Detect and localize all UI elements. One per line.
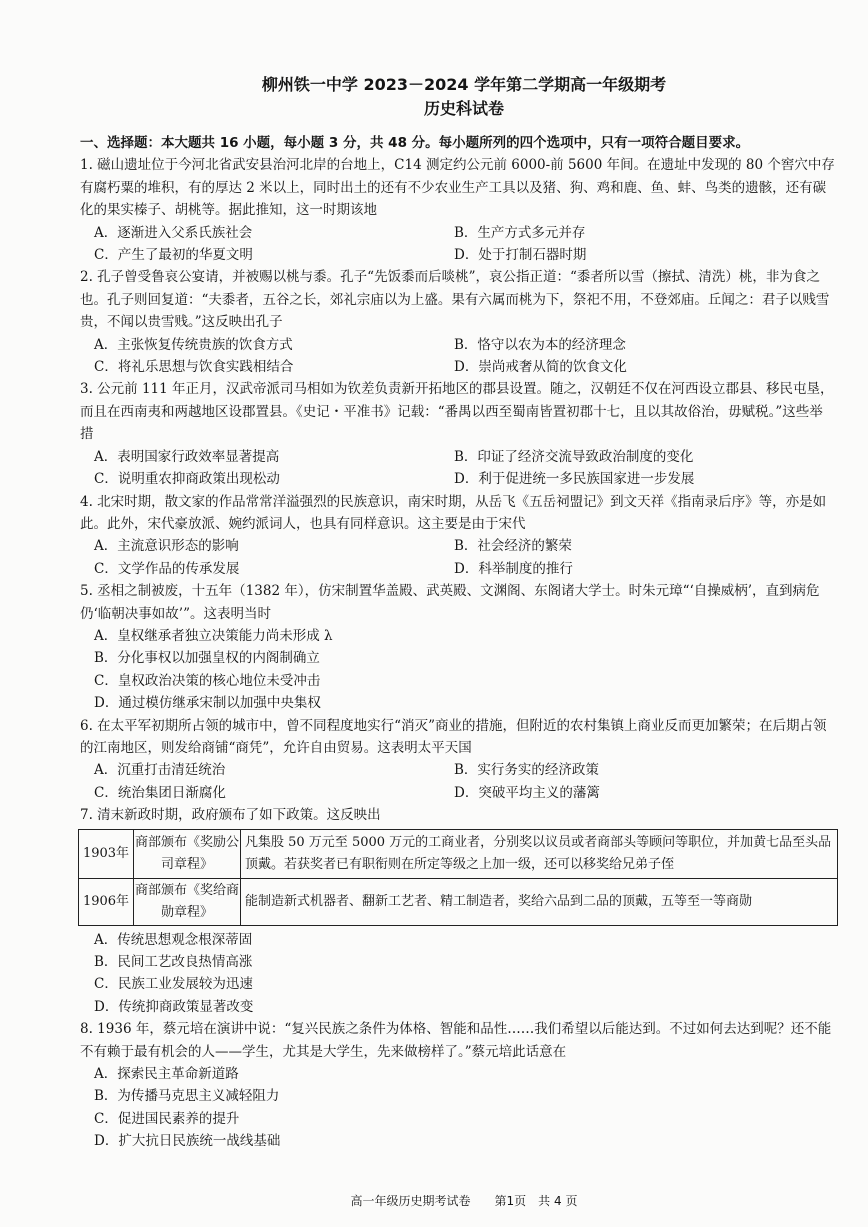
school-title: 柳州铁一中学 2023－2024 学年第二学期高一年级期考 bbox=[261, 75, 667, 94]
q2-option-a: A．主张恢复传统贵族的饮食方式 bbox=[94, 336, 293, 353]
q8-option-d: D．扩大抗日民族统一战线基础 bbox=[94, 1133, 281, 1150]
question-3-options bbox=[80, 446, 835, 491]
q1-option-c: C．产生了最初的华夏文明 bbox=[94, 247, 253, 264]
q6-option-b: B．实行务实的经济政策 bbox=[454, 762, 599, 779]
question-6-stem: 6. 在太平军初期所占领的城市中，曾不同程度地实行“消灭”商业的措施，但附近的农村集镇上商业反而更加繁荣；在后期占领的江南地区，则发给商铺“商凭”，允许自由贸易。这表明太平天国 bbox=[80, 717, 827, 756]
q5-option-c: C．皇权政治决策的核心地位未受冲击 bbox=[94, 672, 321, 689]
table-cell-content: 能制造新式机器者、翻新工艺者、精工制造者，奖给六品到二品的顶戴，五等至一等商勋 bbox=[241, 878, 838, 925]
q4-option-a: A．主流意识形态的影响 bbox=[94, 538, 239, 555]
question-5-stem: 5. 丞相之制被废，十五年（1382 年），仿宋制置华盖殿、武英殿、文渊阁、东阁诸大学士。时朱元璋“‘自操威柄’，直到病危仍‘临朝决事如故’”。这表明当时 bbox=[80, 583, 820, 622]
question-2-options bbox=[80, 334, 835, 379]
table-row bbox=[79, 829, 838, 878]
question-8-options bbox=[80, 1063, 835, 1153]
question-4-stem: 4. 北宋时期，散文家的作品常常洋溢强烈的民族意识，南宋时期，从岳飞《五岳祠盟记》到文天祥《指南录后序》等，亦是如此。此外，宋代豪放派、婉约派词人，也具有同样意识。这主要是由于宋代 bbox=[80, 493, 827, 532]
q3-option-d: D．利于促进统一多民族国家进一步发展 bbox=[454, 471, 695, 488]
q4-option-d: D．科举制度的推行 bbox=[454, 560, 573, 577]
table-cell-year: 1906年 bbox=[79, 878, 134, 925]
subject-title: 历史科试卷 bbox=[423, 99, 504, 118]
q8-option-a: A．探索民主革命新道路 bbox=[94, 1066, 239, 1083]
q6-option-d: D．突破平均主义的藩篱 bbox=[454, 784, 600, 801]
q5-option-b: B．分化事权以加强皇权的内阁制确立 bbox=[94, 650, 320, 667]
q7-option-c: C．民族工业发展较为迅速 bbox=[94, 976, 253, 993]
q7-option-a: A．传统思想观念根深蒂固 bbox=[94, 931, 253, 948]
q4-option-b: B．社会经济的繁荣 bbox=[454, 538, 572, 555]
q7-option-b: B．民间工艺改良热情高涨 bbox=[94, 954, 253, 970]
table-cell-content: 凡集股 50 万元至 5000 万元的工商业者，分别奖以议员或者商部头等顾问等职位，并加黄七品至头品顶戴。若获奖者已有职衔则在所定等级之上加一级，还可以移奖给兄弟子侄 bbox=[241, 829, 838, 878]
q1-option-b: B．生产方式多元并存 bbox=[454, 224, 586, 241]
exam-content bbox=[80, 132, 835, 1153]
q2-option-d: D．崇尚戒奢从简的饮食文化 bbox=[454, 359, 627, 376]
q2-option-b: B．恪守以农为本的经济理念 bbox=[454, 336, 626, 353]
question-7-stem: 7. 清末新政时期，政府颁布了如下政策。这反映出 bbox=[80, 807, 381, 824]
q2-option-c: C．将礼乐思想与饮食实践相结合 bbox=[94, 359, 294, 376]
q1-option-d: D．处于打制石器时期 bbox=[454, 247, 587, 264]
question-5-options bbox=[80, 625, 835, 715]
question-2-stem: 2. 孔子曾受鲁哀公宴请，并被赐以桃与黍。孔子“先饭黍而后啖桃”，哀公指正道：“黍者所以雪（擦拭、清洗）桃，非为食之也。孔子则回复道：“夫黍者，五谷之长，郊礼宗庙以为上盛。果有六属而桃为下，祭祀不用，不登郊庙。丘闻之：君子以贱雪贵，不闻以贵雪贱。”这反映出孔子 bbox=[80, 269, 830, 331]
question-3-stem: 3. 公元前 111 年正月，汉武帝派司马相如为钦差负责新开拓地区的郡县设置。随之，汉朝廷不仅在河西设立郡县、移民屯垦，而且在西南夷和两越地区设郡置县。《史记・平准书》记载：“番禺以西至蜀南皆置初郡十七，且以其故俗治，毋赋税。”这些举措 bbox=[80, 381, 834, 443]
q3-option-b: B．印证了经济交流导致政治制度的变化 bbox=[454, 448, 694, 465]
question-1-options bbox=[80, 222, 835, 267]
q8-option-c: C．促进国民素养的提升 bbox=[94, 1110, 240, 1127]
q6-option-c: C．统治集团日渐腐化 bbox=[94, 784, 226, 801]
q3-option-c: C．说明重农抑商政策出现松动 bbox=[94, 471, 280, 488]
question-8-stem: 8. 1936 年，蔡元培在演讲中说：“复兴民族之条件为体格、智能和品性……我们希望以后能达到。不过如何去达到呢？还不能不有赖于最有机会的人——学生，尤其是大学生，先来做榜样了。”蔡元培此话意在 bbox=[80, 1021, 832, 1060]
policy-table bbox=[78, 829, 838, 926]
q4-option-c: C．文学作品的传承发展 bbox=[94, 560, 240, 577]
q7-option-d: D．传统抑商政策显著改变 bbox=[94, 998, 254, 1015]
q3-option-a: A．表明国家行政效率显著提高 bbox=[94, 448, 280, 465]
question-4-options bbox=[80, 535, 835, 580]
table-row bbox=[79, 878, 838, 925]
question-7-options bbox=[80, 929, 835, 1019]
table-cell-document: 商部颁布《奖给商勋章程》 bbox=[134, 878, 241, 925]
table-cell-document: 商部颁布《奖励公司章程》 bbox=[134, 829, 241, 878]
q5-option-d: D．通过模仿继承宋制以加强中央集权 bbox=[94, 695, 321, 712]
section-heading: 一、选择题：本大题共 16 小题，每小题 3 分，共 48 分。每小题所列的四个选项中，只有一项符合题目要求。 bbox=[80, 135, 750, 151]
q8-option-b: B．为传播马克思主义减轻阻力 bbox=[94, 1088, 280, 1105]
question-1-stem: 1. 磁山遗址位于今河北省武安县治河北岸的台地上，C14 测定约公元前 6000-前 5600 年间。在遗址中发现的 80 个窖穴中存有腐朽粟的堆积，有的厚达 2 米以上，同时出土的还有不少农业生产工具以及猪、狗、鸡和鹿、鱼、蚌、鸟类的遗骸，还有碳化的果实榛子、胡桃等。据此推知，这一时期该地 bbox=[80, 157, 835, 219]
table-cell-year: 1903年 bbox=[79, 829, 134, 878]
page-footer: 高一年级历史期考试卷 第1页 共 4 页 bbox=[350, 1194, 578, 1208]
q1-option-a: A．逐渐进入父系氏族社会 bbox=[94, 224, 253, 241]
q6-option-a: A．沉重打击清廷统治 bbox=[94, 762, 226, 779]
question-6-options bbox=[80, 759, 835, 804]
q5-option-a: A．皇权继承者独立决策能力尚未形成 λ bbox=[94, 627, 333, 644]
